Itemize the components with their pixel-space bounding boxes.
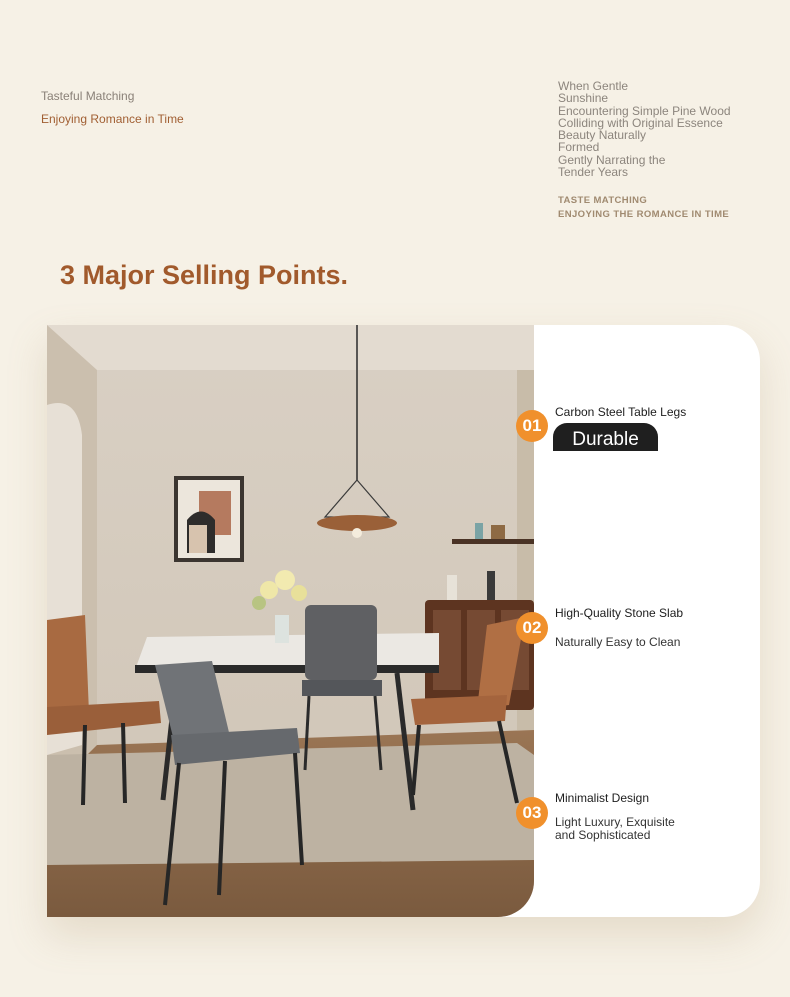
poem-block	[558, 80, 758, 222]
durable-pill: Durable	[553, 423, 658, 451]
feature-subtitle-luxury-line2: and Sophisticated	[555, 828, 651, 842]
poem-line: Formed	[558, 140, 600, 155]
tagline-tasteful: Tasteful Matching	[41, 89, 135, 103]
poem-caps-line: TASTE MATCHING	[558, 195, 648, 207]
dining-room-photo	[47, 325, 534, 917]
poem-line: Sunshine	[558, 91, 609, 106]
poem-caps-line: ENJOYING THE ROMANCE IN TIME	[558, 209, 730, 221]
feature-title-stone-slab: High-Quality Stone Slab	[555, 606, 684, 620]
badge-01: 01	[516, 410, 548, 442]
badge-03: 03	[516, 797, 548, 829]
header-left	[41, 89, 184, 126]
poem-line: Encountering Simple Pine Wood	[558, 103, 731, 118]
feature-title-carbon-steel: Carbon Steel Table Legs	[555, 405, 687, 419]
tagline-romance: Enjoying Romance in Time	[41, 112, 184, 126]
poem-line: Gently Narrating the	[558, 152, 666, 167]
poem-line: Colliding with Original Essence	[558, 115, 723, 130]
poem-line: When Gentle	[558, 79, 629, 93]
poem-line: Tender Years	[558, 165, 629, 180]
feature-title-minimalist: Minimalist Design	[555, 791, 650, 805]
page-title: 3 Major Selling Points.	[60, 260, 349, 290]
feature-subtitle-luxury-line1: Light Luxury, Exquisite	[555, 815, 675, 829]
poem-line: Beauty Naturally	[558, 128, 647, 143]
feature-subtitle-easy-clean: Naturally Easy to Clean	[555, 635, 681, 649]
badge-02: 02	[516, 612, 548, 644]
